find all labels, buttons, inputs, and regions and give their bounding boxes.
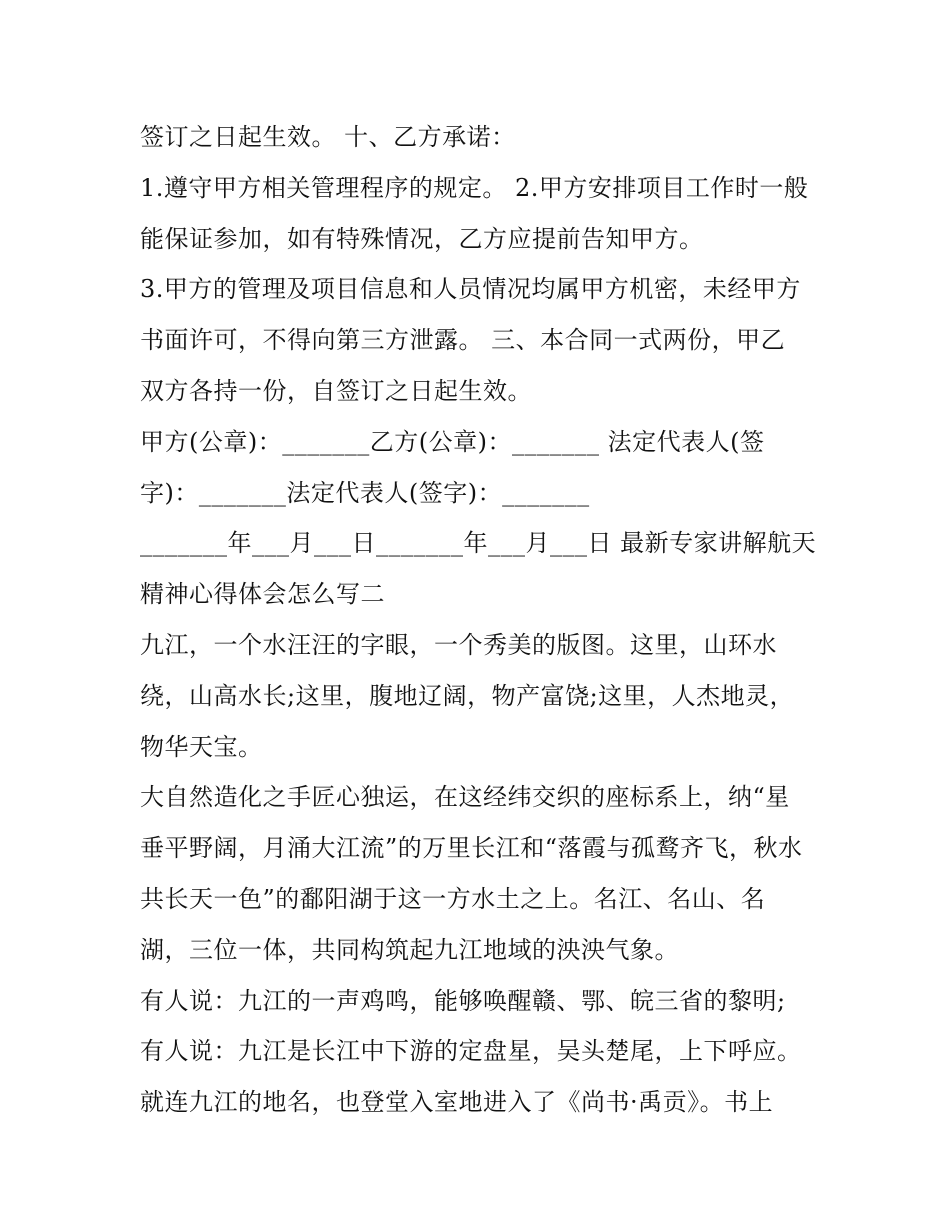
text-line: 书面许可，不得向第三方泄露。 三、本合同一式两份，甲乙 (140, 326, 786, 355)
text-line: 有人说：九江的一声鸡鸣，能够唤醒赣、鄂、皖三省的黎明; (140, 986, 786, 1015)
text-line: 共长天一色”的鄱阳湖于这一方水土之上。名江、名山、名 (140, 884, 766, 913)
text-line: 双方各持一份，自签订之日起生效。 (140, 376, 532, 405)
text-line: 九江，一个水汪汪的字眼，一个秀美的版图。这里，山环水 (140, 630, 777, 659)
text-line: 签订之日起生效。 十、乙方承诺： (140, 123, 516, 151)
text-line: 湖，三位一体，共同构筑起九江地域的泱泱气象。 (140, 935, 679, 964)
text-line: 就连九江的地名，也登堂入室地进入了《尚书·禹贡》。书上 (140, 1088, 774, 1117)
date-line: _______年___月___日_______年___月___日 最新专家讲解航天 (140, 529, 817, 558)
text-line: 能保证参加，如有特殊情况，乙方应提前告知甲方。 (140, 224, 704, 253)
text-line: 大自然造化之手匠心独运，在这经纬交织的座标系上，纳“星 (140, 783, 790, 812)
text-line: 1.遵守甲方相关管理程序的规定。 2.甲方安排项目工作时一般 (140, 173, 809, 202)
section-title: 精神心得体会怎么写二 (140, 580, 385, 609)
signature-line: 甲方(公章)：_______乙方(公章)：_______ 法定代表人(签 (140, 427, 765, 456)
text-line: 物华天宝。 (140, 732, 263, 761)
text-line: 3.甲方的管理及项目信息和人员情况均属甲方机密，未经甲方 (140, 275, 801, 304)
signature-line: 字)：_______法定代表人(签字)：_______ (140, 478, 590, 507)
document-body (140, 112, 820, 1128)
text-line: 有人说：九江是长江中下游的定盘星，吴头楚尾，上下呼应。 (140, 1037, 802, 1066)
text-line: 绕，山高水长;这里，腹地辽阔，物产富饶;这里，人杰地灵， (140, 681, 795, 710)
text-line: 垂平野阔，月涌大江流”的万里长江和“落霞与孤鹜齐飞，秋水 (140, 834, 803, 863)
